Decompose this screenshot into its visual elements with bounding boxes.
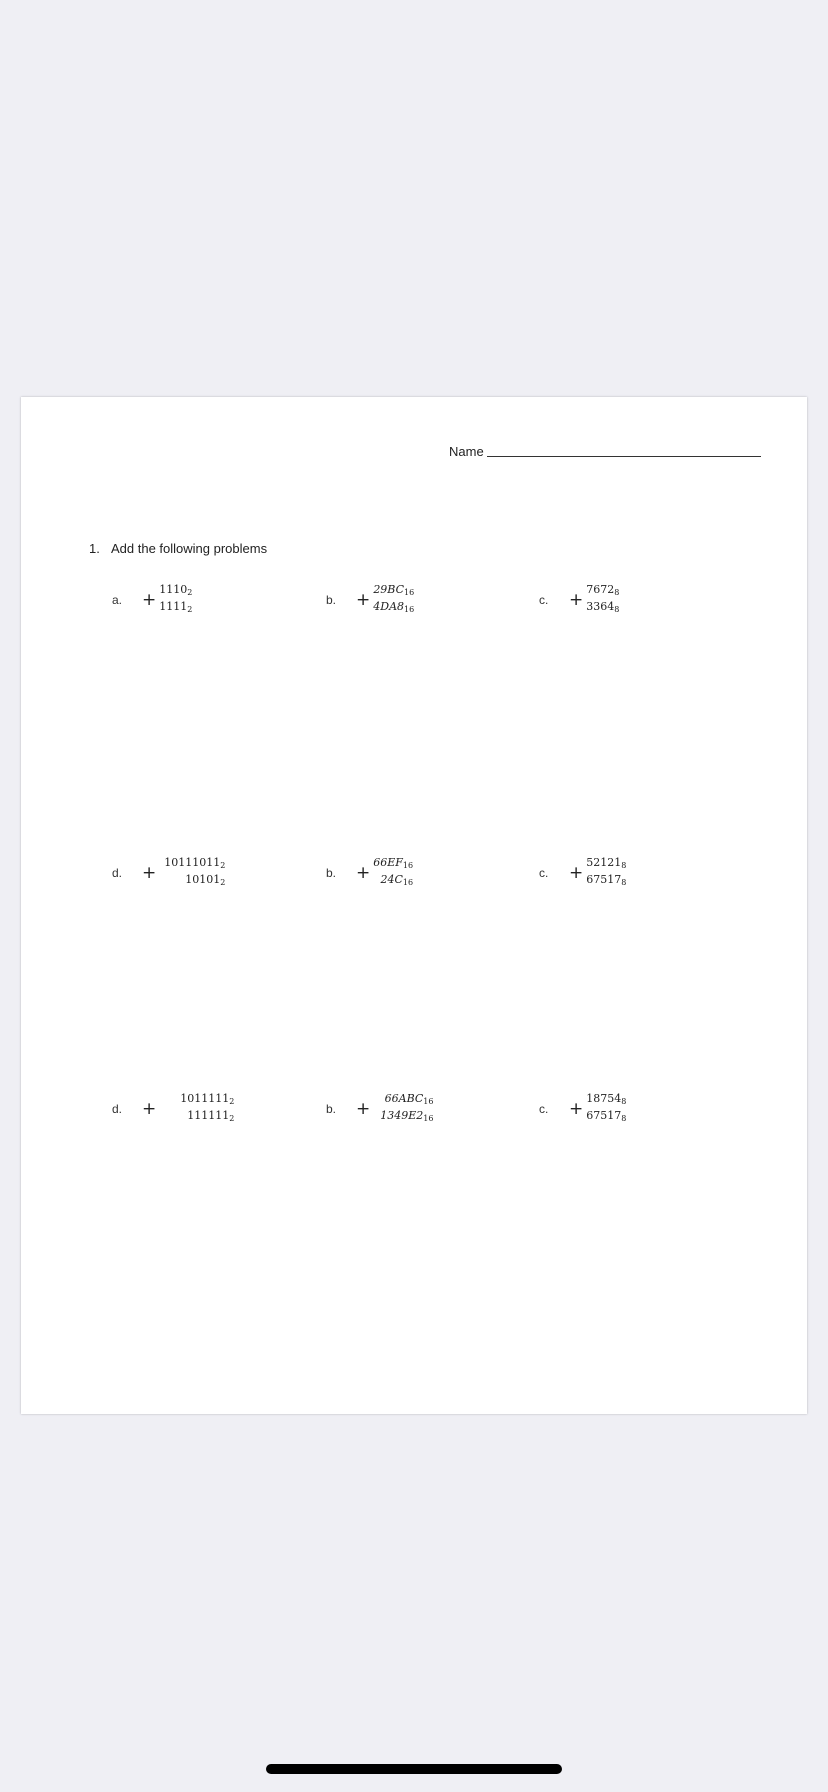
- home-indicator[interactable]: [266, 1764, 562, 1774]
- problem-2d: [112, 856, 225, 890]
- addends: [180, 1092, 234, 1126]
- bottom-number: 675178: [586, 1109, 627, 1123]
- question-text: Add the following problems: [111, 541, 268, 556]
- top-number: 29BC16: [373, 583, 415, 597]
- top-number: 66EF16: [373, 856, 414, 870]
- name-blank-line: [487, 456, 761, 457]
- problem-2c: [539, 856, 626, 890]
- problem-label: a.: [112, 593, 123, 607]
- question-number: 1.: [89, 541, 100, 556]
- problem-label: d.: [112, 1102, 123, 1116]
- bottom-number: 1349E216: [380, 1109, 434, 1123]
- addends: [380, 1092, 433, 1126]
- top-number: 101110112: [164, 856, 226, 870]
- top-number: 187548: [586, 1092, 627, 1106]
- problem-1a: [112, 583, 192, 617]
- bottom-number: 24C16: [380, 873, 414, 887]
- plus-sign: +: [142, 862, 157, 883]
- problem-2b: [326, 856, 413, 890]
- bottom-number: 33648: [586, 600, 620, 614]
- problem-label: d.: [112, 866, 123, 880]
- addends: [164, 856, 225, 890]
- addends: [159, 583, 192, 617]
- bottom-number: 11112: [159, 600, 193, 614]
- plus-sign: +: [569, 589, 584, 610]
- plus-sign: +: [356, 1098, 371, 1119]
- addends: [373, 856, 413, 890]
- name-label: Name: [449, 444, 484, 459]
- addends: [586, 583, 619, 617]
- bottom-number: 1111112: [187, 1109, 235, 1123]
- top-number: 10111112: [180, 1092, 235, 1106]
- addends: [586, 1092, 626, 1126]
- top-number: 66ABC16: [384, 1092, 434, 1106]
- plus-sign: +: [356, 589, 371, 610]
- worksheet-page: [21, 397, 807, 1414]
- bottom-number: 4DA816: [373, 600, 415, 614]
- problem-3c: [539, 1092, 626, 1126]
- problem-label: c.: [539, 866, 549, 880]
- plus-sign: +: [569, 1098, 584, 1119]
- problem-label: c.: [539, 1102, 549, 1116]
- problem-1c: [539, 583, 619, 617]
- problem-1b: [326, 583, 414, 617]
- problem-3b: [326, 1092, 433, 1126]
- addends: [586, 856, 626, 890]
- addends: [373, 583, 414, 617]
- problem-3d: [112, 1092, 234, 1126]
- plus-sign: +: [356, 862, 371, 883]
- name-field: [449, 444, 761, 459]
- bottom-number: 101012: [185, 873, 226, 887]
- plus-sign: +: [569, 862, 584, 883]
- bottom-number: 675178: [586, 873, 627, 887]
- plus-sign: +: [142, 1098, 157, 1119]
- top-number: 521218: [586, 856, 627, 870]
- question-heading: [89, 541, 267, 556]
- problem-label: c.: [539, 593, 549, 607]
- problem-label: b.: [326, 1102, 337, 1116]
- problem-label: b.: [326, 593, 337, 607]
- problem-label: b.: [326, 866, 337, 880]
- top-number: 76728: [586, 583, 620, 597]
- plus-sign: +: [142, 589, 157, 610]
- top-number: 11102: [159, 583, 193, 597]
